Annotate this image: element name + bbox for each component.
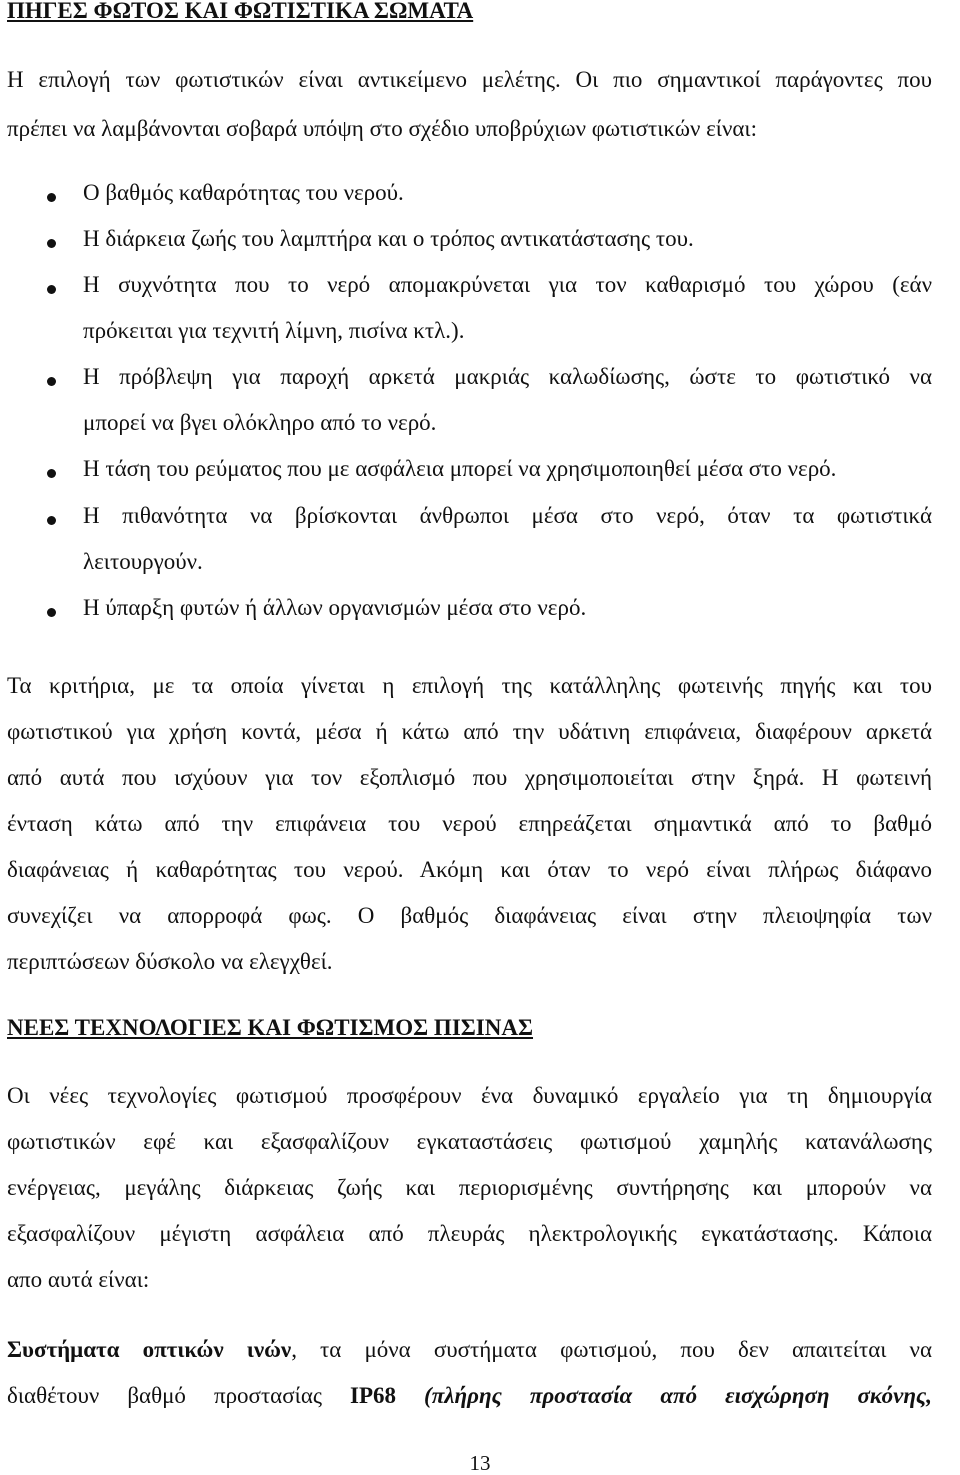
section-heading-light-sources: ΠΗΓΕΣ ΦΩΤΟΣ ΚΑΙ ΦΩΤΙΣΤΙΚΑ ΣΩΜΑΤΑ bbox=[7, 0, 474, 23]
paragraph-line: συνεχίζει να απορροφά φως. Ο βαθμός διαφάνειας είναι στην πλειοψηφία των bbox=[7, 903, 932, 928]
list-item: Η συχνότητα που το νερό απομακρύνεται για τον καθαρισμό του χώρου (εάν bbox=[83, 272, 932, 297]
list-item-continuation: λειτουργούν. bbox=[83, 549, 203, 574]
bullet-icon bbox=[47, 285, 56, 294]
paragraph-line: ενέργειας, μεγάλης διάρκειας ζωής και περιορισμένης συντήρησης και μπορούν να bbox=[7, 1175, 932, 1200]
paragraph-line: φωτιστικών εφέ και εξασφαλίζουν εγκαταστάσεις φωτισμού χαμηλής κατανάλωσης bbox=[7, 1129, 932, 1154]
bullet-icon bbox=[47, 377, 56, 386]
bullet-icon bbox=[47, 516, 56, 525]
intro-line-1: Η επιλογή των φωτιστικών είναι αντικείμενο μελέτης. Οι πιο σημαντικοί παράγοντες που bbox=[7, 67, 932, 92]
paragraph-line: εξασφαλίζουν μέγιστη ασφάλεια από πλευράς ηλεκτρολογικής εγκατάστασης. Κάποια bbox=[7, 1221, 932, 1246]
bullet-icon bbox=[47, 239, 56, 248]
list-item-continuation: πρόκειται για τεχνιτή λίμνη, πισίνα κτλ.). bbox=[83, 318, 465, 343]
paragraph-line: από αυτά που ισχύουν για τον εξοπλισμό που χρησιμοποιείται στην ξηρά. Η φωτεινή bbox=[7, 765, 932, 790]
fiber-optic-line-2 bbox=[7, 1382, 932, 1409]
intro-line-2: πρέπει να λαμβάνονται σοβαρά υπόψη στο σχέδιο υποβρύχιων φωτιστικών είναι: bbox=[7, 116, 757, 141]
list-item-continuation: μπορεί να βγει ολόκληρο από το νερό. bbox=[83, 410, 437, 435]
paragraph-line: περιπτώσεων δύσκολο να ελεγχθεί. bbox=[7, 949, 333, 974]
list-item: Η τάση του ρεύματος που με ασφάλεια μπορεί να χρησιμοποιηθεί μέσα στο νερό. bbox=[83, 456, 837, 481]
paragraph-line: Τα κριτήρια, με τα οποία γίνεται η επιλογή της κατάλληλης φωτεινής πηγής και του bbox=[7, 673, 932, 698]
list-item: Η πιθανότητα να βρίσκονται άνθρωποι μέσα στο νερό, όταν τα φωτιστικά bbox=[83, 503, 932, 528]
fiber-optic-text-2: διαθέτουν βαθμό προστασίας bbox=[7, 1383, 351, 1408]
ip-rating: IP68 bbox=[350, 1383, 397, 1408]
protection-note: (πλήρης προστασία από εισχώρηση σκόνης, bbox=[396, 1383, 932, 1408]
paragraph-line: διαφάνειας ή καθαρότητας του νερού. Ακόμη και όταν το νερό είναι πλήρως διάφανο bbox=[7, 857, 932, 882]
fiber-optic-text: , τα μόνα συστήματα φωτισμού, που δεν απαιτείται να bbox=[291, 1337, 932, 1362]
section-heading-new-technologies: ΝΕΕΣ ΤΕΧΝΟΛΟΓΙΕΣ ΚΑΙ ΦΩΤΙΣΜΟΣ ΠΙΣΙΝΑΣ bbox=[7, 1015, 534, 1040]
page-number: 13 bbox=[469, 1451, 491, 1475]
paragraph-line: απο αυτά είναι: bbox=[7, 1267, 150, 1292]
list-item: Ο βαθμός καθαρότητας του νερού. bbox=[83, 180, 404, 205]
paragraph-line: ένταση κάτω από την επιφάνεια του νερού επηρεάζεται σημαντικά από το βαθμό bbox=[7, 811, 932, 836]
bullet-icon bbox=[47, 608, 56, 617]
fiber-optic-line-1 bbox=[7, 1336, 932, 1363]
list-item: Η διάρκεια ζωής του λαμπτήρα και ο τρόπος αντικατάστασης του. bbox=[83, 226, 694, 251]
paragraph-line: φωτιστικού για χρήση κοντά, μέσα ή κάτω από την υδάτινη επιφάνεια, διαφέρουν αρκετά bbox=[7, 719, 932, 744]
list-item: Η ύπαρξη φυτών ή άλλων οργανισμών μέσα στο νερό. bbox=[83, 595, 587, 620]
list-item: Η πρόβλεψη για παροχή αρκετά μακριάς καλωδίωσης, ώστε το φωτιστικό να bbox=[83, 364, 932, 389]
paragraph-line: Οι νέες τεχνολογίες φωτισμού προσφέρουν ένα δυναμικό εργαλείο για τη δημιουργία bbox=[7, 1083, 932, 1108]
bullet-icon bbox=[47, 469, 56, 478]
fiber-optic-term: Συστήματα οπτικών ινών bbox=[7, 1337, 292, 1362]
bullet-icon bbox=[47, 193, 56, 202]
